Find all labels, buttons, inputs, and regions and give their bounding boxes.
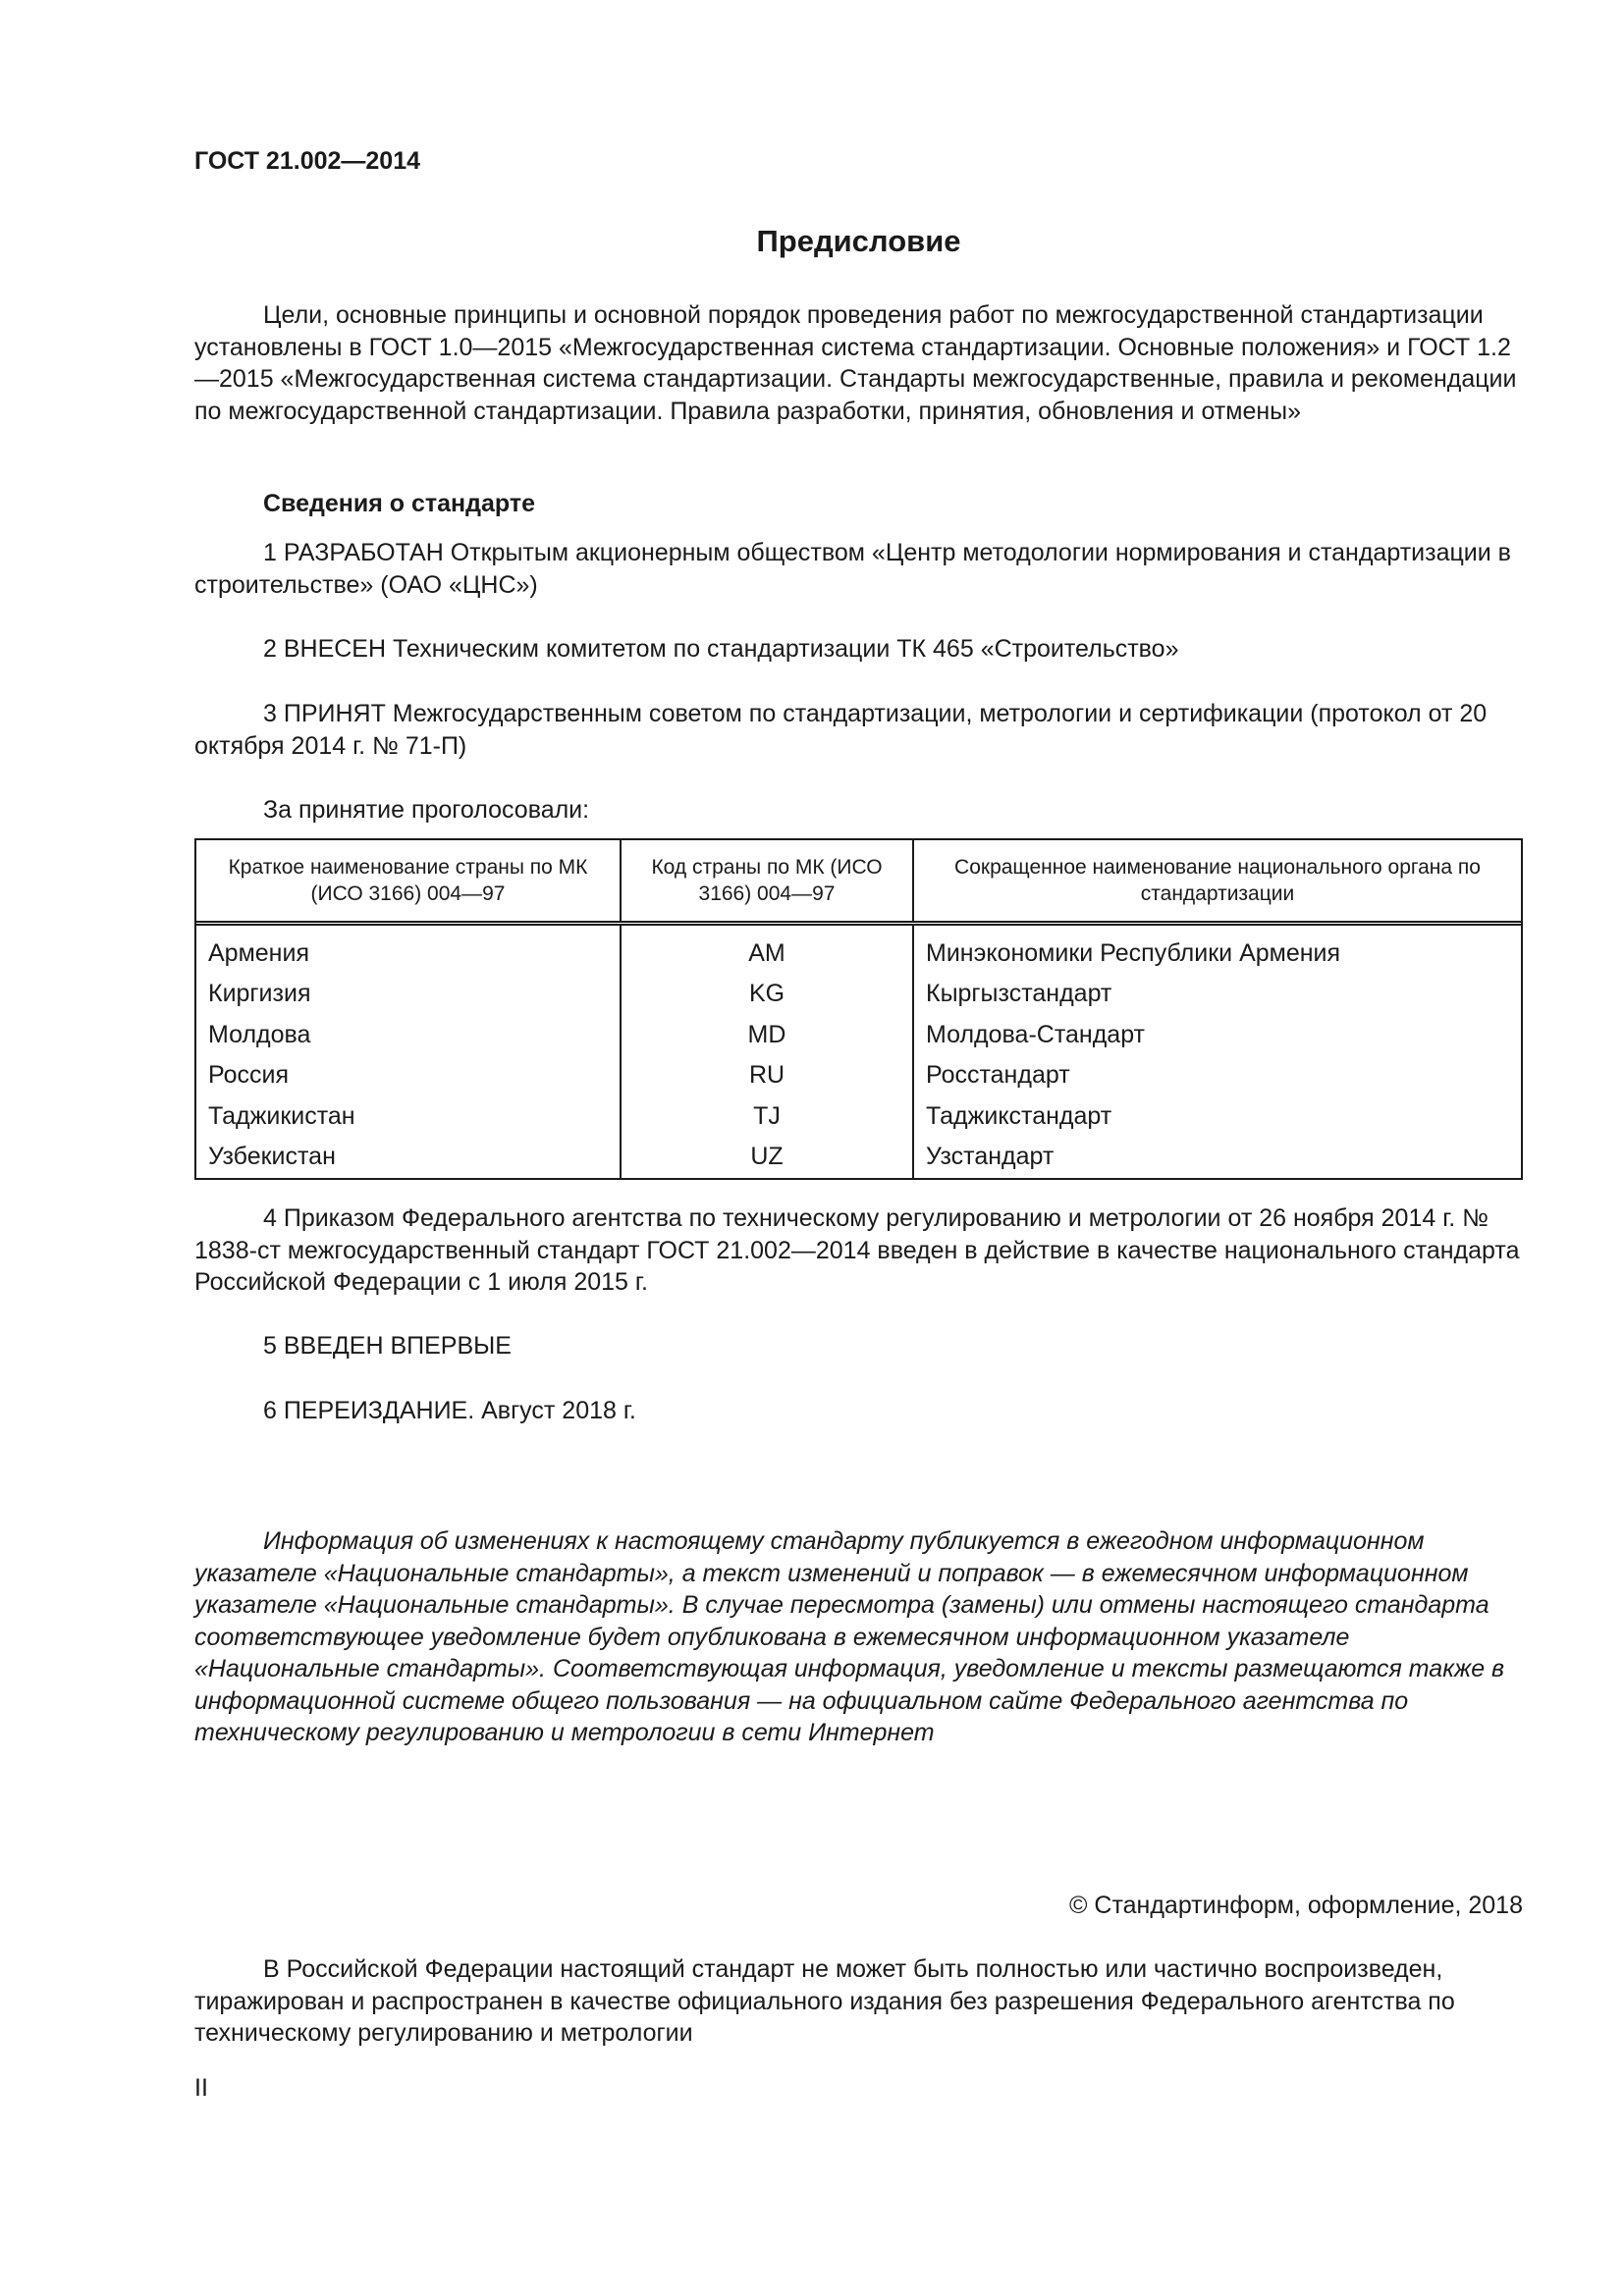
vote-label-block bbox=[194, 794, 1523, 827]
rights-notice: В Российской Федерации настоящий стандарт не может быть полностью или частично воспроизведен, тиражирован и распространен в качестве официального издания без разрешения Федерального агентства по техническому регулированию и метрологии bbox=[194, 1955, 1455, 2047]
table-cell-body: Росстандарт bbox=[926, 1061, 1070, 1090]
standard-info-heading: Сведения о стандарте bbox=[263, 490, 536, 517]
page-number: II bbox=[194, 2074, 208, 2102]
table-row bbox=[196, 1096, 1521, 1138]
table-cell-country: Таджикистан bbox=[196, 1096, 621, 1138]
intro-paragraph-block bbox=[194, 299, 1523, 427]
table-row bbox=[196, 1055, 1521, 1096]
table-cell-body: Таджикстандарт bbox=[926, 1101, 1112, 1130]
table-cell-code: UZ bbox=[621, 1137, 913, 1178]
changes-info-block bbox=[194, 1525, 1523, 1749]
vote-label: За принятие проголосовали: bbox=[263, 796, 590, 824]
table-cell-body: Кыргызстандарт bbox=[926, 980, 1112, 1008]
copyright-notice: © Стандартинформ, оформление, 2018 bbox=[1069, 1892, 1523, 1919]
item-developed-block bbox=[194, 537, 1523, 601]
table-cell-code: TJ bbox=[621, 1096, 913, 1138]
table-cell-country: Молдова bbox=[196, 1015, 621, 1056]
copyright-block bbox=[194, 1890, 1523, 1922]
table-header-standards-body: Сокращенное наименование национального органа по стандартизации bbox=[913, 840, 1521, 923]
item-developed: 1 РАЗРАБОТАН Открытым акционерным обществом «Центр методологии нормирования и стандартизации в строительстве» (ОАО «ЦНС») bbox=[194, 539, 1511, 599]
item-enacted: 4 Приказом Федерального агентства по техническому регулированию и метрологии от 26 ноября 2014 г. № 1838-ст межгосударственный стандарт ГОСТ 21.002—2014 введен в действие в качестве национального стандарта Российской Федерации с 1 июля 2015 г. bbox=[194, 1204, 1520, 1296]
table-row bbox=[196, 923, 1521, 974]
table-row bbox=[196, 974, 1521, 1015]
table-header-country-name: Краткое наименование страны по МК (ИСО 3166) 004—97 bbox=[196, 840, 621, 923]
table-cell-body: Молдова-Стандарт bbox=[926, 1020, 1145, 1048]
intro-paragraph: Цели, основные принципы и основной порядок проведения работ по межгосударственной стандартизации установлены в ГОСТ 1.0—2015 «Межгосударственная система стандартизации. Основные положения» и ГОСТ 1.2—2015 «Межгосударственная система стандартизации. Стандарты межгосударственные, правила и рекомендации по межгосударственной стандартизации. Правила разработки, принятия, обновления и отмены» bbox=[194, 301, 1517, 425]
item-reissue-block bbox=[194, 1395, 1523, 1427]
document-header-id: ГОСТ 21.002—2014 bbox=[194, 147, 421, 175]
countries-table bbox=[196, 840, 1521, 1178]
changes-info-notice: Информация об изменениях к настоящему стандарту публикуется в ежегодном информационном указателе «Национальные стандарты», а текст изменений и поправок — в ежемесячном информационном указателе «Национальные стандарты». В случае пересмотра (замены) или отмены настоящего стандарта соответствующее уведомление будет опубликована в ежемесячном информационном указателе «Национальные стандарты». Соответствующая информация, уведомление и тексты размещаются также в информационной системе общего пользования — на официальном сайте Федерального агентства по техническому регулированию и метрологии в сети Интернет bbox=[194, 1527, 1505, 1746]
table-cell-body: Узстандарт bbox=[926, 1143, 1055, 1171]
table-cell-code: KG bbox=[621, 974, 913, 1015]
table-cell-code: RU bbox=[621, 1055, 913, 1096]
countries-table-frame bbox=[194, 838, 1523, 1180]
item-first-introduced: 5 ВВЕДЕН ВПЕРВЫЕ bbox=[263, 1332, 512, 1360]
item-enacted-block bbox=[194, 1202, 1523, 1299]
table-cell-country: Армения bbox=[196, 923, 621, 974]
table-cell-body: Минэкономики Республики Армения bbox=[926, 938, 1341, 967]
table-header-row bbox=[196, 840, 1521, 923]
item-reissue: 6 ПЕРЕИЗДАНИЕ. Август 2018 г. bbox=[263, 1397, 636, 1424]
table-cell-code: AM bbox=[621, 923, 913, 974]
table-cell-country: Киргизия bbox=[196, 974, 621, 1015]
standard-info-heading-block bbox=[194, 488, 1523, 520]
rights-block bbox=[194, 1953, 1523, 2050]
item-adopted: 3 ПРИНЯТ Межгосударственным советом по стандартизации, метрологии и сертификации (протокол от 20 октября 2014 г. № 71-П) bbox=[194, 700, 1488, 760]
page-title: Предисловие bbox=[756, 224, 961, 258]
table-row bbox=[196, 1137, 1521, 1178]
table-header-country-code: Код страны по МК (ИСО 3166) 004—97 bbox=[621, 840, 913, 923]
item-adopted-block bbox=[194, 698, 1523, 762]
table-cell-country: Россия bbox=[196, 1055, 621, 1096]
table-cell-code: MD bbox=[621, 1015, 913, 1056]
item-submitted: 2 ВНЕСЕН Техническим комитетом по стандартизации ТК 465 «Строительство» bbox=[263, 635, 1179, 663]
item-first-introduced-block bbox=[194, 1330, 1523, 1362]
table-cell-country: Узбекистан bbox=[196, 1137, 621, 1178]
table-row bbox=[196, 1015, 1521, 1056]
item-submitted-block bbox=[194, 633, 1523, 666]
